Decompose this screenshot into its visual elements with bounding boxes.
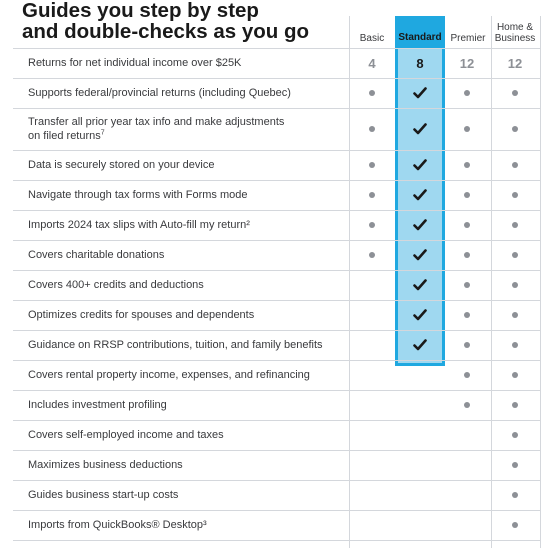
column-header-home-business: Home & Business xyxy=(494,22,536,44)
return-count: 4 xyxy=(368,55,376,71)
dot-icon xyxy=(464,222,470,228)
checkmark-icon xyxy=(413,87,427,99)
cell-basic xyxy=(352,270,392,300)
dot-icon xyxy=(464,312,470,318)
column-divider xyxy=(540,16,541,548)
dot-icon xyxy=(464,162,470,168)
column-header-standard: Standard xyxy=(395,16,445,48)
column-header-premier: Premier xyxy=(450,33,486,44)
feature-text: Navigate through tax forms with Forms mode xyxy=(28,189,248,201)
dot-icon xyxy=(512,126,518,132)
dot-icon xyxy=(512,162,518,168)
dot-icon xyxy=(512,462,518,468)
cell-premier xyxy=(447,180,487,210)
dot-icon xyxy=(464,372,470,378)
cell-standard xyxy=(400,270,440,300)
column-divider xyxy=(491,16,492,548)
cell-premier xyxy=(447,240,487,270)
cell-home-business xyxy=(495,480,535,510)
cell-premier xyxy=(447,480,487,510)
cell-standard xyxy=(400,78,440,108)
cell-home-business xyxy=(495,360,535,390)
cell-basic xyxy=(352,360,392,390)
cell-home-business xyxy=(495,420,535,450)
dot-icon xyxy=(512,522,518,528)
feature-text: Covers 400+ credits and deductions xyxy=(28,279,204,291)
feature-label xyxy=(28,510,340,540)
checkmark-icon xyxy=(413,189,427,201)
feature-label xyxy=(28,480,340,510)
cell-standard xyxy=(400,48,440,78)
cell-standard xyxy=(400,240,440,270)
cell-standard xyxy=(400,510,440,540)
feature-label xyxy=(28,270,340,300)
cell-premier xyxy=(447,420,487,450)
cell-standard xyxy=(400,150,440,180)
checkmark-icon xyxy=(413,159,427,171)
cell-basic xyxy=(352,48,392,78)
cell-standard xyxy=(400,360,440,390)
cell-home-business xyxy=(495,150,535,180)
cell-standard xyxy=(400,108,440,150)
feature-text: Supports federal/provincial returns (including Quebec) xyxy=(28,87,291,99)
cell-standard xyxy=(400,450,440,480)
cell-basic xyxy=(352,330,392,360)
cell-premier xyxy=(447,360,487,390)
page-title xyxy=(22,0,352,42)
feature-label xyxy=(28,360,340,390)
cell-premier xyxy=(447,150,487,180)
dot-icon xyxy=(464,342,470,348)
cell-home-business xyxy=(495,78,535,108)
checkmark-icon xyxy=(413,339,427,351)
dot-icon xyxy=(512,402,518,408)
feature-label xyxy=(28,390,340,420)
cell-standard xyxy=(400,180,440,210)
dot-icon xyxy=(369,252,375,258)
cell-home-business xyxy=(495,180,535,210)
feature-text: Guides business start-up costs xyxy=(28,489,179,501)
feature-text: Imports 2024 tax slips with Auto-fill my return² xyxy=(28,219,250,231)
dot-icon xyxy=(464,90,470,96)
feature-label xyxy=(28,180,340,210)
return-count: 12 xyxy=(459,55,475,71)
dot-icon xyxy=(464,252,470,258)
cell-premier xyxy=(447,108,487,150)
dot-icon xyxy=(464,192,470,198)
dot-icon xyxy=(512,252,518,258)
cell-premier xyxy=(447,78,487,108)
dot-icon xyxy=(512,342,518,348)
checkmark-icon xyxy=(413,249,427,261)
cell-home-business xyxy=(495,210,535,240)
dot-icon xyxy=(369,126,375,132)
feature-text: Transfer all prior year tax info and make adjustments on filed returns$^7$ xyxy=(28,116,285,142)
column-header-basic: Basic xyxy=(359,33,385,44)
dot-icon xyxy=(369,162,375,168)
cell-premier xyxy=(447,450,487,480)
feature-text: Includes investment profiling xyxy=(28,399,167,411)
cell-premier xyxy=(447,210,487,240)
feature-label xyxy=(28,420,340,450)
cell-basic xyxy=(352,480,392,510)
cell-basic xyxy=(352,420,392,450)
cell-basic xyxy=(352,210,392,240)
cell-premier xyxy=(447,510,487,540)
dot-icon xyxy=(369,90,375,96)
feature-text: Imports from QuickBooks® Desktop³ xyxy=(28,519,207,531)
feature-label xyxy=(28,240,340,270)
feature-label xyxy=(28,330,340,360)
cell-basic xyxy=(352,450,392,480)
feature-text: Guidance on RRSP contributions, tuition, and family benefits xyxy=(28,339,323,351)
title-line-2: and double-checks as you go xyxy=(22,20,310,43)
cell-basic xyxy=(352,390,392,420)
feature-text: Data is securely stored on your device xyxy=(28,159,215,171)
cell-home-business xyxy=(495,108,535,150)
return-count: 12 xyxy=(507,55,523,71)
dot-icon xyxy=(512,372,518,378)
cell-home-business xyxy=(495,450,535,480)
cell-basic xyxy=(352,108,392,150)
cell-standard xyxy=(400,300,440,330)
feature-text: Covers rental property income, expenses, and refinancing xyxy=(28,369,310,381)
feature-text: Optimizes credits for spouses and dependents xyxy=(28,309,255,321)
feature-label xyxy=(28,150,340,180)
cell-premier xyxy=(447,330,487,360)
cell-basic xyxy=(352,180,392,210)
dot-icon xyxy=(512,222,518,228)
cell-premier xyxy=(447,48,487,78)
cell-basic xyxy=(352,510,392,540)
cell-standard xyxy=(400,390,440,420)
feature-label xyxy=(28,78,340,108)
feature-text: Maximizes business deductions xyxy=(28,459,183,471)
cell-premier xyxy=(447,270,487,300)
checkmark-icon xyxy=(413,123,427,135)
cell-home-business xyxy=(495,330,535,360)
dot-icon xyxy=(464,402,470,408)
title-line-1: Guides you step by step xyxy=(22,0,259,22)
cell-standard xyxy=(400,330,440,360)
dot-icon xyxy=(512,90,518,96)
dot-icon xyxy=(512,192,518,198)
feature-label xyxy=(28,108,298,150)
cell-premier xyxy=(447,390,487,420)
feature-label xyxy=(28,450,340,480)
feature-text: Returns for net individual income over $25K xyxy=(28,57,242,69)
column-divider xyxy=(349,16,350,548)
dot-icon xyxy=(464,126,470,132)
dot-icon xyxy=(512,282,518,288)
feature-label xyxy=(28,210,340,240)
cell-home-business xyxy=(495,390,535,420)
dot-icon xyxy=(512,312,518,318)
checkmark-icon xyxy=(413,309,427,321)
cell-basic xyxy=(352,240,392,270)
feature-text: Covers charitable donations xyxy=(28,249,165,261)
cell-basic xyxy=(352,78,392,108)
cell-home-business xyxy=(495,240,535,270)
cell-standard xyxy=(400,480,440,510)
dot-icon xyxy=(512,492,518,498)
cell-basic xyxy=(352,150,392,180)
cell-basic xyxy=(352,300,392,330)
feature-label xyxy=(28,300,340,330)
cell-standard xyxy=(400,210,440,240)
dot-icon xyxy=(464,282,470,288)
checkmark-icon xyxy=(413,279,427,291)
cell-premier xyxy=(447,300,487,330)
footnote-marker: 7 xyxy=(100,129,105,137)
dot-icon xyxy=(512,432,518,438)
cell-home-business xyxy=(495,300,535,330)
checkmark-icon xyxy=(413,219,427,231)
dot-icon xyxy=(369,222,375,228)
return-count: 8 xyxy=(416,55,424,71)
row-divider xyxy=(13,540,540,541)
feature-label xyxy=(28,48,340,78)
feature-text: Covers self-employed income and taxes xyxy=(28,429,224,441)
cell-standard xyxy=(400,420,440,450)
cell-home-business xyxy=(495,270,535,300)
dot-icon xyxy=(369,192,375,198)
cell-home-business xyxy=(495,510,535,540)
cell-home-business xyxy=(495,48,535,78)
